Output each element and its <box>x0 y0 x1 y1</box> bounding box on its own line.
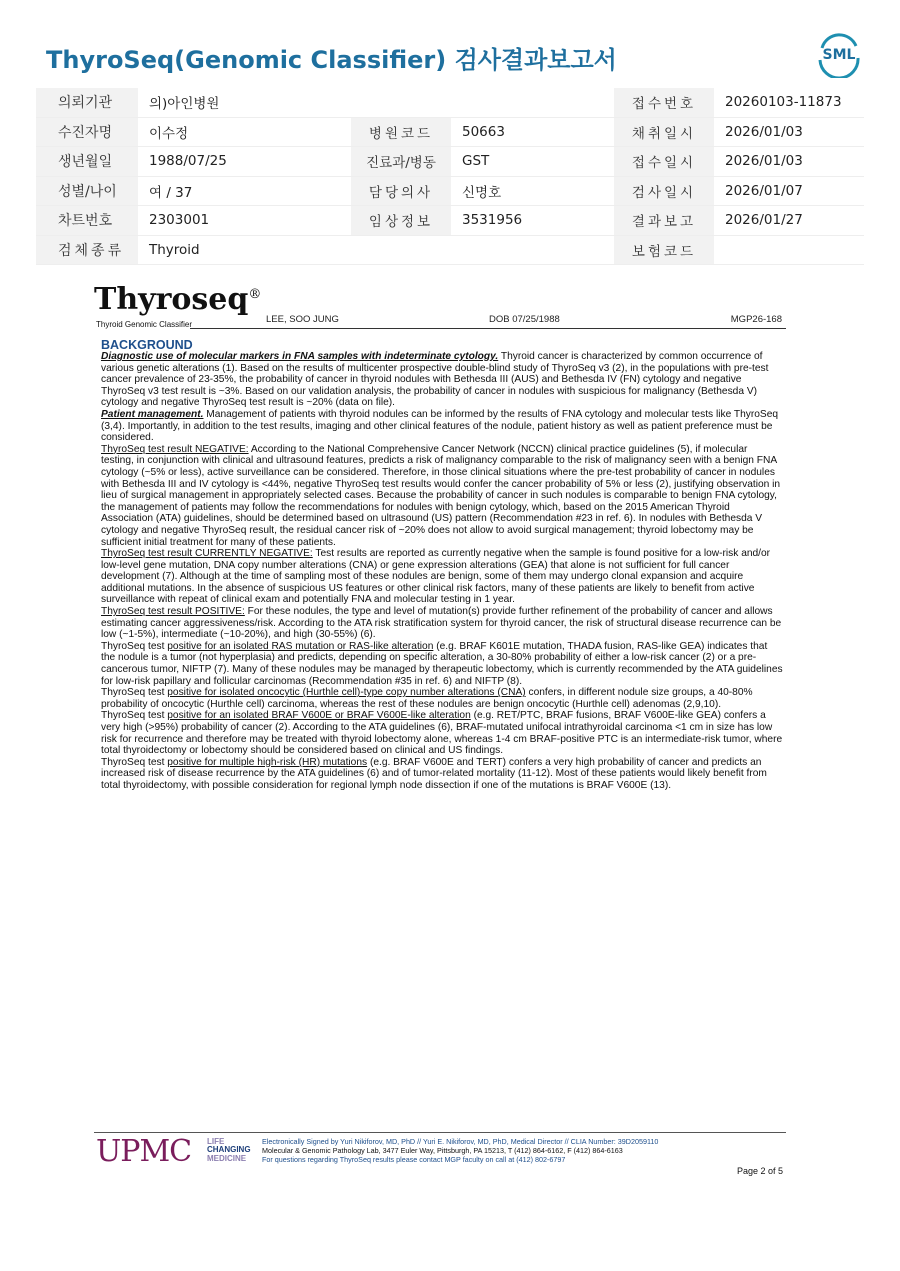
paragraph-title: ThyroSeq test result NEGATIVE: <box>101 443 249 455</box>
receipt-no-label: 접수번호 <box>614 88 714 117</box>
lab-address: Molecular & Genomic Pathology Lab, 3477 Euler Way, Pittsburgh, PA 15213, T (412) 864-6162, F (412) 864-6163 <box>262 1145 623 1155</box>
result-date-value: 2026/01/27 <box>714 206 864 236</box>
paragraph-prefix: ThyroSeq test <box>101 640 168 652</box>
report-dob: DOB 07/25/1988 <box>489 314 560 325</box>
report-patient-name: LEE, SOO JUNG <box>266 314 339 325</box>
dob-value: 1988/07/25 <box>138 147 351 177</box>
paragraph-text: Management of patients with thyroid nodules can be informed by the results of FNA cytology and molecular tests like ThyroSeq (3,4). Importantly, in addition to the test results, imaging and other clinical features of the nodule, patient history as well as patient preference must be considered. <box>101 408 779 444</box>
chart-no-value: 2303001 <box>138 206 351 236</box>
thyroseq-logo-text: Thyroseq <box>94 282 249 317</box>
result-date-label: 결과보고 <box>614 206 714 236</box>
clinical-label: 임상정보 <box>351 206 451 236</box>
dept-label: 진료과/병동 <box>351 147 451 177</box>
paragraph <box>101 351 783 409</box>
paragraph-title: ThyroSeq test result CURRENTLY NEGATIVE: <box>101 548 313 560</box>
background-text <box>101 351 783 792</box>
thyroseq-logo <box>94 282 261 317</box>
test-date-label: 검사일시 <box>614 176 714 206</box>
patient-value: 이수정 <box>138 117 351 147</box>
hosp-code-label: 병원코드 <box>351 117 451 147</box>
insurance-value <box>714 235 864 265</box>
collect-date-label: 채취일시 <box>614 117 714 147</box>
paragraph <box>101 687 783 710</box>
hospital-value: 의)아인병원 <box>138 88 614 117</box>
upmc-logo: UPMC <box>96 1134 192 1169</box>
specimen-value: Thyroid <box>138 235 614 265</box>
sml-logo-text: SML <box>822 47 856 63</box>
paragraph-title: Patient management. <box>101 408 204 420</box>
insurance-label: 보험코드 <box>614 235 714 265</box>
page-number: Page 2 of 5 <box>737 1166 784 1176</box>
signature-line: Electronically Signed by Yuri Nikiforov, MD, PhD // Yuri E. Nikiforov, MD, PhD, Medical Director // CLIA Number: 39D2059110 <box>262 1137 659 1146</box>
tagline-line: MEDICINE <box>207 1153 247 1163</box>
chart-no-label: 차트번호 <box>36 206 138 236</box>
paragraph <box>101 641 783 687</box>
paragraph <box>101 757 783 792</box>
upmc-tagline <box>207 1138 251 1163</box>
clinical-value: 3531956 <box>451 206 614 236</box>
receipt-date-label: 접수일시 <box>614 147 714 177</box>
paragraph-text: (e.g. BRAF V600E and TERT) confers a very high probability of cancer and predicts an increased risk of disease recurrence by the ATA guidelines (6) and of tumor-related mortality (11-12). Most of these patients would likely benefit from total thyroidectomy, with possible consideration for regional lymph node dissection if one of the mutations is BRAF V600E (13). <box>101 756 767 791</box>
paragraph <box>101 444 783 548</box>
receipt-no-value: 20260103-11873 <box>714 88 864 117</box>
paragraph-title: positive for multiple high-risk (HR) mutations <box>167 756 368 768</box>
paragraph-title: positive for isolated oncocytic (Hurthle cell)-type copy number alterations (CNA) <box>167 687 526 699</box>
tagline-line: CHANGING <box>207 1145 251 1155</box>
receipt-date-value: 2026/01/03 <box>714 147 864 177</box>
dept-value: GST <box>451 147 614 177</box>
paragraph-title: positive for an isolated RAS mutation or RAS-like alteration <box>167 640 434 652</box>
header-divider <box>190 328 786 329</box>
test-date-value: 2026/01/07 <box>714 176 864 206</box>
paragraph-title: Diagnostic use of molecular markers in FNA samples with indeterminate cytology. <box>101 351 499 362</box>
paragraph-text: Thyroid cancer is characterized by common occurrence of various genetic alterations (1). Based on the results of multicenter prospective double-blind study of ThyroSeq v3 (2), in the populations with pre-test cancer prevalence of 23-35%, the probability of cancer in thyroid nodules with Bethesda III (AUS) and Bethesda IV (FN) cytology and negative ThyroSeq v3 test result is ~3%. Based on our validation analysis, the probability of cancer in nodules with suspicious for malignancy (Bethesda V) cytology and negative ThyroSeq test result is ~20% (data on file). <box>101 351 769 409</box>
paragraph-prefix: ThyroSeq test <box>101 687 168 699</box>
doctor-label: 담당의사 <box>351 176 451 206</box>
thyroseq-logo-subtitle: Thyroid Genomic Classifier <box>96 320 193 329</box>
footer-divider <box>94 1132 786 1133</box>
dob-label: 생년월일 <box>36 147 138 177</box>
patient-info-table <box>36 88 864 265</box>
paragraph <box>101 548 783 606</box>
section-heading: BACKGROUND <box>101 338 193 352</box>
specimen-label: 검체종류 <box>36 235 138 265</box>
paragraph <box>101 606 783 641</box>
registered-mark: ® <box>248 287 262 302</box>
paragraph <box>101 710 783 756</box>
patient-label: 수진자명 <box>36 117 138 147</box>
paragraph-title: positive for an isolated BRAF V600E or BRAF V600E-like alteration <box>167 710 471 722</box>
collect-date-value: 2026/01/03 <box>714 117 864 147</box>
paragraph-text: According to the National Comprehensive Cancer Network (NCCN) clinical practice guidelines (5), if molecular testing, in conjunction with clinical and ultrasound features, predicts a risk of malignancy comparable to the risk of malignancy seen with a benign FNA cytology (~5% or less), active surveillance can be considered. Therefore, in those clinical situations where the pre-test probability of cancer in nodules with Bethesda III and IV cytology is <44%, negative ThyroSeq test results would confer the cancer probability of 5% or less (2), justifying observation in lieu of surgical management in appropriately selected cases. Because the probability of cancer in such nodules is comparable to benign FNA cytology, the management of patients may follow the recommendations for nodules with benign cytology, which, based on the 2015 American Thyroid Association (ATA) guidelines, should be determined based on ultrasound (US) pattern (Recommendation #23 in ref. 6). In nodules with Bethesda V cytology and negative ThyroSeq result, the residual cancer risk of ~20% does not allow to avoid surgical management; thyroid lobectomy may be sufficient initial treatment for many of these patients. <box>101 443 781 548</box>
paragraph-text: (e.g. BRAF K601E mutation, THADA fusion, RAS-like GEA) indicates that the nodule is a tumor (not hyperplasia) and predicts, depending on specific alteration, a 30-80% probability of either a low-risk cancer (2) or a pre-cancerous tumor, NIFTP (7). Many of these nodules may be managed by therapeutic lobectomy, which is currently recommended by the ATA guidelines for low-risk papillary and follicular carcinomas (Recommendation #35 in ref. 6) and NIFTP (8). <box>101 640 783 687</box>
sex-age-value: 여 / 37 <box>138 176 351 206</box>
paragraph-title: ThyroSeq test result POSITIVE: <box>101 606 245 618</box>
doctor-value: 신명호 <box>451 176 614 206</box>
paragraph-text: Test results are reported as currently negative when the sample is found positive for a low-risk and/or low-level gene mutation, DNA copy number alterations (CNA) or gene expression alterations (GEA) that alone is not sufficient for full cancer development (7). Although at the time of sampling most of these nodules are benign, some of them may undergo clonal expansion and acquire additional mutations. In the absence of suspicious US features or other clinical risk factors, many of these patients are likely to benefit from active surveillance with repeat of clinical exam and potentially FNA and molecular testing in 1 year. <box>101 548 771 606</box>
hospital-label: 의뢰기관 <box>36 88 138 117</box>
paragraph-text: (e.g. RET/PTC, BRAF fusions, BRAF V600E-like GEA) confers a very high (>95%) probability of cancer (2). According to the ATA guidelines (6), BRAF-mutated unifocal intrathyroidal carcinoma <1 cm in size has low risk for recurrence and therefore may be treated with thyroid lobectomy alone, whereas 1-4 cm BRAF-positive PTC is an intermediate-risk tumor, where total thyroidectomy or lobectomy should be considered based on clinical and US findings. <box>101 710 783 757</box>
sex-age-label: 성별/나이 <box>36 176 138 206</box>
report-code: MGP26-168 <box>730 314 782 325</box>
contact-line: For questions regarding ThyroSeq results please contact MGP faculty on call at (412) 802-6797 <box>262 1154 566 1164</box>
paragraph-prefix: ThyroSeq test <box>101 710 168 722</box>
sml-logo <box>814 28 864 78</box>
paragraph-prefix: ThyroSeq test <box>101 756 168 768</box>
page-title: ThyroSeq(Genomic Classifier) 검사결과보고서 <box>46 46 617 74</box>
hosp-code-value: 50663 <box>451 117 614 147</box>
paragraph-text: For these nodules, the type and level of mutation(s) provide further refinement of the probability of cancer and allows estimating cancer aggressiveness/risk. According to the ATA risk stratification system for thyroid cancer, the risk of structural disease recurrence can be low (~1-5%), intermediate (~10-20%), and high (30-55%) (6). <box>101 606 782 641</box>
paragraph <box>101 409 783 444</box>
signature-block <box>262 1138 658 1164</box>
tagline-line: LIFE <box>207 1137 225 1146</box>
paragraph-text: confers, in different nodule size groups, a 40-80% probability of oncocytic (Hurthle cell) carcinoma, whereas the rest of these nodules are benign oncocytic (Hurthle cell) adenomas (2,9,10). <box>101 687 753 710</box>
